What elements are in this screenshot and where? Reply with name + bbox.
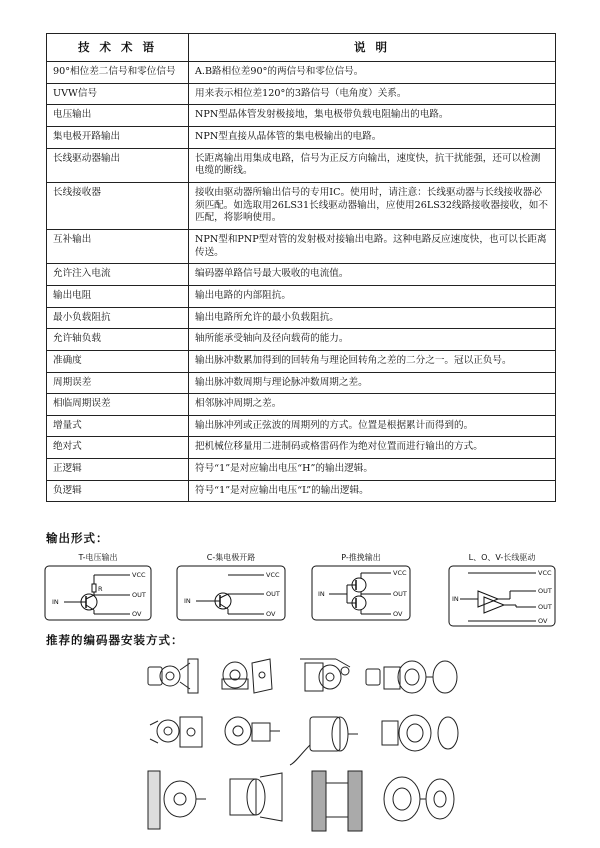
circuit-open-collector — [176, 553, 286, 621]
term-cell: 周期误差 — [47, 372, 189, 394]
mount-illustration-9 — [148, 771, 206, 829]
description-cell: 编码器单路信号最大吸收的电流值。 — [189, 264, 556, 286]
table-row — [47, 229, 556, 263]
term-cell: 电压输出 — [47, 105, 189, 127]
term-cell: 集电极开路输出 — [47, 126, 189, 148]
description-cell: 输出电路所允许的最小负载阻抗。 — [189, 307, 556, 329]
circuit-title: T-电压输出 — [78, 553, 118, 562]
header-description: 说 明 — [189, 34, 556, 62]
out-label: OUT — [393, 590, 407, 598]
term-cell: 允许注入电流 — [47, 264, 189, 286]
description-cell: 符号“1”是对应输出电压“H”的输出逻辑。 — [189, 459, 556, 481]
description-cell: A.B路相位差90°的两信号和零位信号。 — [189, 62, 556, 84]
line-driver-schematic — [448, 565, 556, 627]
term-cell: 相临周期误差 — [47, 394, 189, 416]
circuit-title: P-推挽输出 — [341, 553, 381, 562]
description-cell: 符号“1”是对应输出电压“L”的输出逻辑。 — [189, 480, 556, 502]
term-cell: UVW信号 — [47, 83, 189, 105]
table-row — [47, 415, 556, 437]
out-inverted-label: OUT — [538, 603, 552, 611]
ov-label: OV — [538, 617, 548, 625]
mount-illustration-2 — [222, 659, 272, 693]
term-cell: 正逻辑 — [47, 459, 189, 481]
out-label: OUT — [538, 587, 552, 595]
description-cell: NPN型和PNP型对管的发射极对接输出电路。这种电路反应速度快，也可以长距离传送。 — [189, 229, 556, 263]
table-row — [47, 182, 556, 229]
table-row — [47, 480, 556, 502]
description-cell: 输出脉冲数周期与理论脉冲数周期之差。 — [189, 372, 556, 394]
table-row — [47, 437, 556, 459]
term-cell: 允许轴负载 — [47, 329, 189, 351]
table-row — [47, 148, 556, 182]
circuit-voltage-output — [44, 553, 152, 621]
ov-label: OV — [132, 610, 142, 618]
in-label: IN — [318, 590, 325, 598]
mounting-illustrations — [140, 645, 470, 841]
mount-section-title: 推荐的编码器安装方式： — [46, 633, 184, 647]
mount-illustration-1 — [148, 659, 198, 693]
in-label: IN — [452, 595, 459, 603]
table-row — [47, 105, 556, 127]
vcc-label: VCC — [266, 571, 280, 579]
voltage-output-schematic — [44, 565, 152, 621]
mount-illustration-4 — [366, 661, 457, 693]
description-cell: 输出电路的内部阻抗。 — [189, 285, 556, 307]
table-row — [47, 285, 556, 307]
term-cell: 负逻辑 — [47, 480, 189, 502]
vcc-label: VCC — [538, 569, 552, 577]
description-cell: 输出脉冲列或正弦波的周期列的方式。位置是根据累计而得到的。 — [189, 415, 556, 437]
table-row — [47, 350, 556, 372]
description-cell: 接收由驱动器所输出信号的专用IC。使用时，请注意：长线驱动器与长线接收器必须匹配。如选取用26LS31长线驱动器输出，应使用26LS32线路接收器接收，如不匹配，将影响使用。 — [189, 182, 556, 229]
term-cell: 互补输出 — [47, 229, 189, 263]
term-cell: 增量式 — [47, 415, 189, 437]
in-label: IN — [184, 597, 191, 605]
out-label: OUT — [266, 590, 280, 598]
term-cell: 准确度 — [47, 350, 189, 372]
table-row — [47, 126, 556, 148]
term-cell: 输出电阻 — [47, 285, 189, 307]
mount-illustration-12 — [384, 777, 454, 821]
ov-label: OV — [266, 610, 276, 618]
table-row — [47, 307, 556, 329]
r-label: R — [98, 585, 103, 593]
description-cell: 长距离输出用集成电路，信号为正反方向输出，速度快，抗干扰能强，还可以检测电缆的断线。 — [189, 148, 556, 182]
mount-illustration-10 — [230, 773, 282, 821]
vcc-label: VCC — [132, 571, 146, 579]
circuit-push-pull — [311, 553, 411, 621]
resistor-symbol — [92, 584, 96, 592]
in-label: IN — [52, 598, 59, 606]
mount-illustration-5 — [150, 717, 202, 747]
table-row — [47, 459, 556, 481]
table-row — [47, 62, 556, 84]
header-term: 技 术 术 语 — [47, 34, 189, 62]
description-cell: 把机械位移量用二进制码或格雷码作为绝对位置而进行输出的方式。 — [189, 437, 556, 459]
term-cell: 长线驱动器输出 — [47, 148, 189, 182]
description-cell: NPN型晶体管发射极接地，集电极带负载电阻输出的电路。 — [189, 105, 556, 127]
description-cell: 用来表示相位差120°的3路信号（电角度）关系。 — [189, 83, 556, 105]
circuit-line-driver — [448, 553, 556, 627]
circuit-title: L、O、V-长线驱动 — [468, 553, 536, 562]
term-cell: 绝对式 — [47, 437, 189, 459]
mount-illustration-6 — [225, 717, 280, 745]
mount-illustration-3 — [300, 659, 350, 691]
description-cell: 相邻脉冲周期之差。 — [189, 394, 556, 416]
term-cell: 长线接收器 — [47, 182, 189, 229]
mount-illustration-8 — [382, 715, 458, 751]
open-collector-schematic — [176, 565, 286, 621]
table-row — [47, 394, 556, 416]
out-label: OUT — [132, 591, 146, 599]
description-cell: NPN型直接从晶体管的集电极输出的电路。 — [189, 126, 556, 148]
term-cell: 90°相位差二信号和零位信号 — [47, 62, 189, 84]
push-pull-schematic — [311, 565, 411, 621]
description-cell: 输出脉冲数累加得到的回转角与理论回转角之差的二分之一。冠以正负号。 — [189, 350, 556, 372]
table-row — [47, 329, 556, 351]
term-cell: 最小负载阻抗 — [47, 307, 189, 329]
table-header-row — [47, 34, 556, 62]
vcc-label: VCC — [393, 569, 407, 577]
ov-label: OV — [393, 610, 403, 618]
table-row — [47, 83, 556, 105]
mount-illustration-7 — [290, 717, 358, 765]
circuit-title: C-集电极开路 — [206, 553, 256, 562]
description-cell: 轴所能承受轴向及径向载荷的能力。 — [189, 329, 556, 351]
terminology-table — [46, 33, 556, 502]
table-row — [47, 264, 556, 286]
output-section-title: 输出形式： — [46, 531, 109, 545]
table-row — [47, 372, 556, 394]
mount-illustration-11 — [312, 771, 362, 831]
